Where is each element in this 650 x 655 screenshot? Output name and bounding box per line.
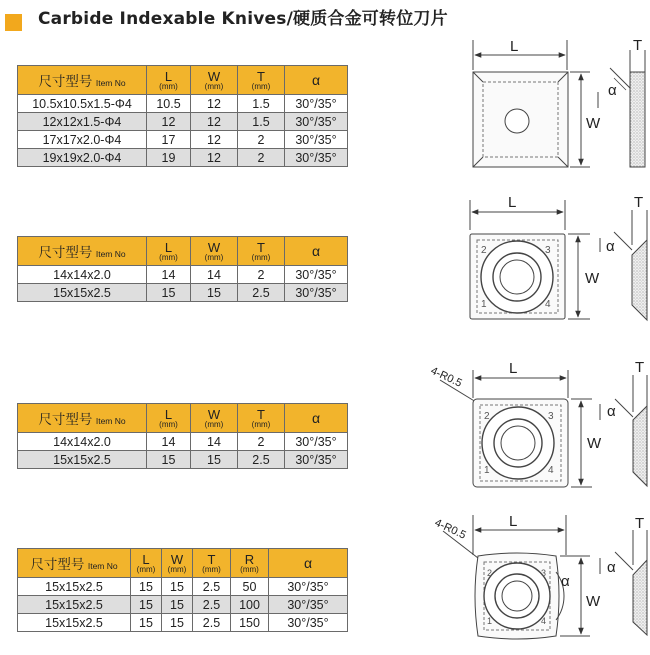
corner-mark-label: 1 [481,299,487,310]
header-alpha: α [285,237,348,266]
table-cell: 14 [147,266,191,284]
corner-mark-label: 3 [541,568,547,578]
header-L: L (mm) [147,66,191,95]
table-cell: 2.5 [193,596,231,614]
corner-mark-label: 3 [548,411,554,422]
dim-L-label: L [509,513,518,530]
table-cell: 15x15x2.5 [18,596,131,614]
dim-L-label: L [509,360,518,377]
table-cell: 17x17x2.0-Φ4 [18,131,147,149]
dim-T-label: T [633,37,643,54]
table-cell: 12x12x1.5-Φ4 [18,113,147,131]
table-cell: 14x14x2.0 [18,266,147,284]
table-cell: 12 [147,113,191,131]
dim-alpha-label: α [608,82,617,99]
table-cell: 19x19x2.0-Φ4 [18,149,147,167]
header-T: T (mm) [193,549,231,578]
table-cell: 30°/35° [285,266,348,284]
dim-alpha-label: α [607,559,616,576]
corner-mark-label: 4 [548,465,554,476]
corner-mark-label: 2 [487,568,493,578]
table-cell: 15 [191,451,238,469]
dim-W-label: W [586,115,601,132]
header-T: T (mm) [238,404,285,433]
table-cell: 15 [131,596,162,614]
header-alpha: α [269,549,348,578]
table-cell: 15 [162,578,193,596]
header-L: L (mm) [147,237,191,266]
table-cell: 1.5 [238,95,285,113]
dim-alpha-label: α [607,403,616,420]
table-cell: 14x14x2.0 [18,433,147,451]
corner-mark-label: 1 [484,465,490,476]
table-cell: 15x15x2.5 [18,614,131,632]
table-cell: 14 [191,266,238,284]
table-cell: 2.5 [193,578,231,596]
dim-T-label: T [634,194,644,211]
table-cell: 12 [191,95,238,113]
header-L: L (mm) [147,404,191,433]
table-cell: 15 [131,578,162,596]
table-cell: 30°/35° [269,578,348,596]
table-cell: 10.5x10.5x1.5-Φ4 [18,95,147,113]
corner-mark-label: 2 [484,411,490,422]
table-cell: 30°/35° [285,95,348,113]
table-cell: 30°/35° [285,131,348,149]
table-cell: 12 [191,131,238,149]
dim-alpha-label: α [561,573,570,590]
header-W: W (mm) [191,66,238,95]
table-cell: 15x15x2.5 [18,451,147,469]
table-cell: 30°/35° [269,596,348,614]
dim-T-label: T [635,359,645,376]
header-item-no: 尺寸型号 Item No [18,237,147,266]
drawing-insert-3 [440,370,647,487]
header-L: L (mm) [131,549,162,578]
drawing-insert-1 [473,40,645,167]
table-cell: 15 [162,596,193,614]
header-item-no: 尺寸型号 Item No [18,404,147,433]
table-cell: 15 [162,614,193,632]
drawing-insert-2 [470,200,647,320]
table-cell: 30°/35° [285,149,348,167]
dim-L-label: L [510,38,519,55]
table-cell: 2 [238,266,285,284]
corner-mark-label: 2 [481,245,487,256]
corner-mark-label: 4 [545,299,551,310]
table-cell: 2.5 [238,451,285,469]
header-item-no: 尺寸型号 Item No [18,549,131,578]
corner-mark-label: 4 [541,616,547,626]
table-cell: 2 [238,433,285,451]
dim-W-label: W [586,593,601,610]
table-cell: 30°/35° [285,433,348,451]
table-cell: 1.5 [238,113,285,131]
dim-T-label: T [635,515,645,532]
dim-W-label: W [587,435,602,452]
table-cell: 30°/35° [269,614,348,632]
header-alpha: α [285,66,348,95]
radius-label: 4-R0.5 [432,516,468,542]
header-R: R (mm) [231,549,269,578]
corner-mark-label: 1 [487,616,493,626]
header-W: W (mm) [162,549,193,578]
table-cell: 15x15x2.5 [18,578,131,596]
corner-mark-label: 3 [545,245,551,256]
table-cell: 15 [147,451,191,469]
dim-alpha-label: α [606,238,615,255]
table-cell: 30°/35° [285,113,348,131]
table-cell: 19 [147,149,191,167]
table-cell: 15 [147,284,191,302]
header-W: W (mm) [191,404,238,433]
header-item-no: 尺寸型号 Item No [18,66,147,95]
table-cell: 30°/35° [285,284,348,302]
dim-L-label: L [508,194,517,211]
table-cell: 50 [231,578,269,596]
radius-label: 4-R0.5 [428,364,464,390]
table-cell: 15 [131,614,162,632]
table-cell: 2.5 [193,614,231,632]
table-cell: 2 [238,149,285,167]
header-T: T (mm) [238,237,285,266]
table-cell: 17 [147,131,191,149]
table-cell: 10.5 [147,95,191,113]
header-W: W (mm) [191,237,238,266]
table-cell: 150 [231,614,269,632]
dim-W-label: W [585,270,600,287]
table-cell: 12 [191,113,238,131]
page-title: Carbide Indexable Knives/硬质合金可转位刀片 [38,9,448,29]
table-cell: 100 [231,596,269,614]
table-cell: 15 [191,284,238,302]
header-alpha: α [285,404,348,433]
table-cell: 15x15x2.5 [18,284,147,302]
table-cell: 2 [238,131,285,149]
header-T: T (mm) [238,66,285,95]
table-cell: 14 [191,433,238,451]
table-cell: 12 [191,149,238,167]
table-cell: 14 [147,433,191,451]
table-cell: 30°/35° [285,451,348,469]
table-cell: 2.5 [238,284,285,302]
